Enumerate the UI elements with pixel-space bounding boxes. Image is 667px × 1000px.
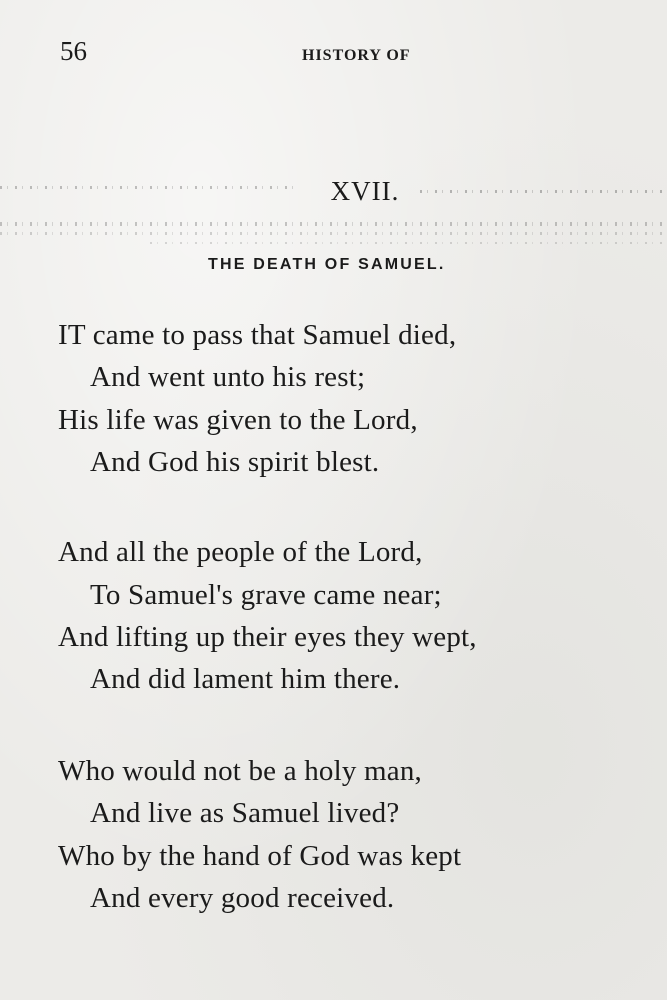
poem-line: And God his spirit blest. xyxy=(90,446,380,478)
poem-line: His life was given to the Lord, xyxy=(58,404,418,436)
page-number: 56 xyxy=(60,36,87,66)
chapter-number: XVII. xyxy=(330,176,400,206)
poem-line: To Samuel's grave came near; xyxy=(90,579,442,611)
poem-line: And all the people of the Lord, xyxy=(58,536,423,568)
poem-line: Who by the hand of God was kept xyxy=(58,840,462,872)
poem-line: And lifting up their eyes they wept, xyxy=(58,621,477,653)
poem-line: Who would not be a holy man, xyxy=(58,755,423,787)
chapter-title: THE DEATH OF SAMUEL. xyxy=(208,256,446,273)
poem-line: And every good received. xyxy=(90,882,395,914)
poem-line: And did lament him there. xyxy=(90,663,401,695)
poem-line: And live as Samuel lived? xyxy=(90,797,400,829)
poem-line: IT came to pass that Samuel died, xyxy=(58,319,457,351)
running-head: HISTORY OF xyxy=(302,47,411,64)
poem-line: And went unto his rest; xyxy=(90,361,366,393)
